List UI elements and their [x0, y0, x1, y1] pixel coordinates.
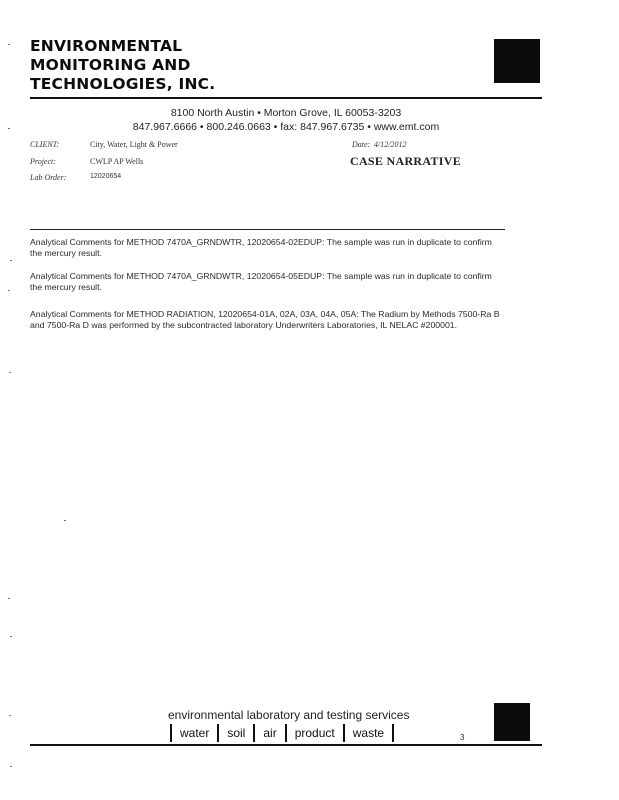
footer-divider: [30, 744, 542, 746]
logo-square-icon: [494, 39, 540, 83]
scan-speck: [10, 766, 12, 767]
scan-speck: [9, 372, 11, 373]
comment-paragraph-1: Analytical Comments for METHOD 7470A_GRNDWTR, 12020654-02EDUP: The sample was run in duplicate to confirm the mercury result.: [30, 237, 492, 258]
services-bar: [170, 724, 394, 742]
service-water: water: [180, 726, 210, 740]
company-name: [30, 37, 215, 94]
project-label: Project:: [30, 157, 56, 166]
footer-tagline: environmental laboratory and testing services: [168, 708, 410, 722]
scan-speck: [9, 715, 11, 716]
company-name-line-1: ENVIRONMENTAL: [30, 37, 183, 55]
scan-speck: [8, 598, 10, 599]
header-divider: [30, 97, 542, 99]
company-name-line-3: TECHNOLOGIES, INC.: [30, 75, 216, 93]
scan-speck: [8, 128, 10, 129]
comment-paragraph-3: Analytical Comments for METHOD RADIATION, 12020654-01A, 02A, 03A, 04A, 05A: The Radium by Methods 7500-Ra B and 7500-Ra D was performed by the subcontracted laboratory Underwriters Laboratories, IL NELAC #200001.: [30, 309, 500, 330]
footer-square-icon: [494, 703, 530, 741]
lab-order-label: Lab Order:: [30, 173, 67, 182]
service-product: product: [294, 726, 335, 740]
scan-speck: [64, 520, 66, 521]
scan-speck: [10, 636, 12, 637]
project-value: CWLP AP Wells: [90, 157, 144, 166]
page-number: 3: [460, 733, 465, 742]
company-name-line-2: MONITORING AND: [30, 56, 191, 74]
client-value: City, Water, Light & Power: [90, 140, 178, 149]
service-air: air: [263, 726, 277, 740]
date-label: Date:: [352, 140, 371, 149]
service-soil: soil: [227, 726, 246, 740]
date-value: 4/12/2012: [374, 140, 407, 149]
scan-speck: [8, 290, 10, 291]
comment-paragraph-2: Analytical Comments for METHOD 7470A_GRNDWTR, 12020654-05EDUP: The sample was run in duplicate to confirm the mercury result.: [30, 271, 492, 292]
document-title: CASE NARRATIVE: [350, 154, 461, 168]
client-label: CLIENT:: [30, 140, 60, 149]
service-waste: waste: [352, 726, 385, 740]
services-separator: [392, 724, 394, 742]
section-divider: [30, 229, 505, 230]
scan-speck: [8, 44, 10, 45]
address-contact: 847.967.6666 • 800.246.0663 • fax: 847.967.6735 • www.emt.com: [132, 121, 440, 133]
address-street: 8100 North Austin • Morton Grove, IL 60053-3203: [170, 107, 402, 119]
scan-speck: [10, 260, 12, 261]
lab-order-value: 12020654: [90, 173, 122, 180]
